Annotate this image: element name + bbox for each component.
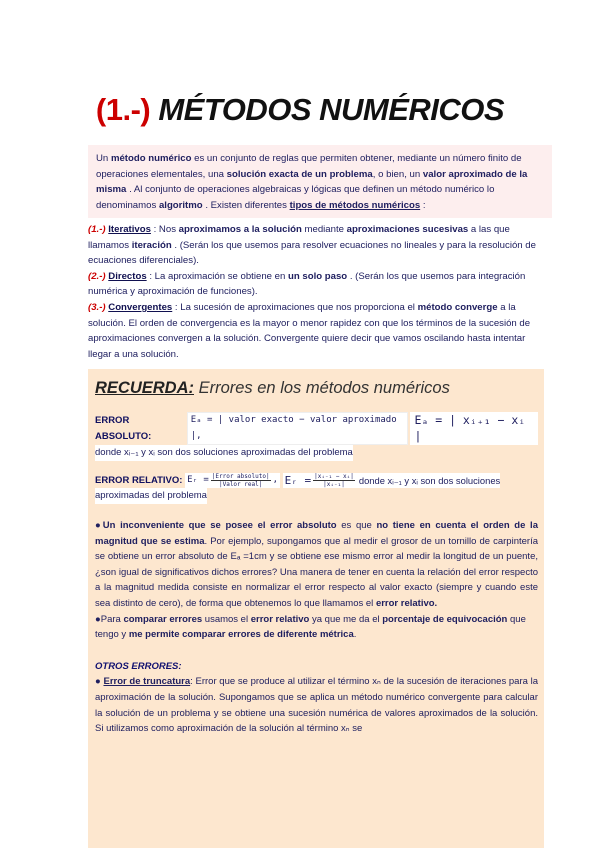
bold-term: solución exacta de un problema bbox=[226, 168, 373, 180]
text: . bbox=[353, 629, 357, 641]
bold-term: error relativo bbox=[250, 613, 310, 625]
types-list bbox=[88, 222, 548, 362]
bold-term: algoritmo bbox=[158, 199, 203, 211]
rel-formula-iter bbox=[283, 473, 359, 489]
text: a la solución. El orden de convergencia es la mayor o menor rapidez con que los términos de la sucesión de aproximaciones convergen a la solución. Convergente quiere decir que vamos oscilando hasta intentar llegar a una solución. bbox=[88, 301, 531, 360]
recuerda-label: RECUERDA: bbox=[95, 379, 194, 397]
bold-term: error relativo. bbox=[375, 597, 438, 609]
title-number: (1.-) bbox=[95, 92, 151, 127]
bold-term: comparar errores bbox=[123, 613, 203, 625]
bold-term: porcentaje de equivocación bbox=[382, 613, 508, 625]
bold-term: no tiene en cuenta el orden de la magnitud que se estima bbox=[95, 519, 538, 547]
text: que tengo y bbox=[95, 613, 526, 641]
text: : Error que se produce al utilizar el término xₙ de la sucesión de iteraciones para la aproximación de la solución. Supongamos que se aplica un método numérico convergente para calcular la solución de un problema y se obtiene una sucesión numérica de valores aproximados de la solución. Si utilizamos como aproximación de la solución al término xₙ se bbox=[95, 676, 538, 735]
error-absoluto-line bbox=[95, 412, 538, 445]
item-term: Iterativos bbox=[108, 224, 151, 235]
error-relativo-label: ERROR RELATIVO: bbox=[95, 474, 183, 486]
item-number: (2.-) bbox=[88, 270, 106, 282]
text: , o bien, un bbox=[372, 168, 423, 180]
text: ya que me da el bbox=[309, 613, 383, 625]
bold-term: Error de truncatura bbox=[103, 676, 191, 688]
error-absoluto-label: ERROR ABSOLUTO: bbox=[95, 415, 152, 442]
bold-term: método converge bbox=[417, 301, 498, 313]
text: es un conjunto de reglas que permiten obtener, mediante un número finito de operaciones elementales, una bbox=[96, 153, 522, 180]
rel-numerator: |Error absoluto| bbox=[211, 473, 270, 481]
text: mediante bbox=[301, 224, 347, 235]
page-title bbox=[0, 92, 600, 128]
intro-paragraph bbox=[88, 145, 552, 218]
bold-term: iteración bbox=[131, 239, 172, 251]
recuerda-subtitle: Errores en los métodos numéricos bbox=[194, 379, 450, 397]
item-term: Directos bbox=[108, 270, 147, 282]
item-term: Convergentes bbox=[108, 301, 173, 313]
error-relativo-line bbox=[95, 473, 538, 489]
bold-term: método numérico bbox=[110, 153, 192, 164]
rel-numerator-iter: |xᵢ₋₁ − xᵢ| bbox=[314, 473, 354, 481]
text: : La aproximación se obtiene en bbox=[146, 270, 288, 282]
title-text: MÉTODOS NUMÉRICOS bbox=[158, 92, 505, 127]
bullet: ● bbox=[95, 676, 104, 688]
item-number: (3.-) bbox=[88, 301, 106, 313]
bold-term: tipos de métodos numéricos bbox=[289, 199, 421, 211]
rel-denominator-iter: |xᵢ₋₁| bbox=[323, 481, 345, 489]
bold-term: me permite comparar errores de diferente métrica bbox=[128, 629, 354, 641]
rel-lhs: Eᵣ = bbox=[187, 474, 209, 485]
text: : La sucesión de aproximaciones que nos proporciona el bbox=[172, 301, 418, 313]
abs-formula: Eₐ = | valor exacto − valor aproximado |, bbox=[187, 412, 408, 445]
abs-note: donde xᵢ₋₁ y xᵢ son dos soluciones aproximadas del problema bbox=[95, 445, 353, 461]
list-item bbox=[88, 222, 548, 269]
text: usamos el bbox=[202, 613, 251, 625]
rel-note: donde xᵢ₋₁ y xᵢ son dos soluciones bbox=[359, 473, 500, 489]
truncatura-paragraph bbox=[95, 674, 538, 736]
rel-note-cont: aproximadas del problema bbox=[95, 488, 207, 504]
text: . (Serán los que usemos para resolver ecuaciones no lineales y para la resolución de ecuaciones diferenciales). bbox=[88, 239, 536, 267]
inconveniente-paragraph bbox=[95, 518, 538, 612]
recuerda-box bbox=[88, 369, 544, 848]
rel-denominator: |Valor real| bbox=[218, 481, 263, 489]
otros-errores-heading: OTROS ERRORES: bbox=[95, 660, 182, 672]
bold-term: valor aproximado de la misma bbox=[96, 168, 528, 196]
text: : Nos bbox=[150, 224, 179, 235]
bold-term: ●Un inconveniente que se posee el error absoluto bbox=[95, 519, 337, 531]
text: . Existen diferentes bbox=[202, 199, 290, 211]
comparar-paragraph bbox=[95, 612, 538, 643]
text: ●Para bbox=[95, 613, 124, 625]
text: a las que llamamos bbox=[88, 224, 510, 251]
bold-term: un solo paso bbox=[288, 270, 348, 282]
bold-term: aproximamos a la solución bbox=[178, 224, 302, 235]
abs-formula-iter: Eₐ = | xᵢ₊₁ − xᵢ | bbox=[410, 412, 538, 445]
text: es que bbox=[336, 519, 377, 531]
text: Un bbox=[96, 153, 111, 164]
item-number: (1.-) bbox=[88, 224, 106, 235]
rel-fraction bbox=[211, 473, 271, 488]
text: . Al conjunto de operaciones algebraicas y lógicas que definen un método numérico lo denominamos bbox=[96, 184, 495, 211]
rel-fraction-iter bbox=[313, 473, 355, 488]
bold-term: aproximaciones sucesivas bbox=[346, 224, 469, 235]
list-item bbox=[88, 269, 548, 300]
recuerda-title bbox=[95, 377, 538, 399]
text: . (Serán los que usemos para integración numérica y aproximación de funciones). bbox=[88, 270, 526, 298]
rel-lhs-iter: Eᵣ = bbox=[284, 473, 312, 487]
list-item bbox=[88, 300, 548, 362]
text: . Por ejemplo, supongamos que al medir el grosor de un tornillo de carpintería se obtiene un error absoluto de Eₐ =1cm y se obtiene ese mismo error al medir la longitud de un puente, ¿son igual de significativos dichos errores? Una manera de tener en cuenta la relación del error respecto a la magnitud medida consiste en normalizar el error respecto al valor exacto (siempre y cuando este sea distinto de cero), de forma que obtenemos lo que llamamos el bbox=[95, 535, 538, 609]
text: : bbox=[420, 199, 426, 211]
rel-formula: Eᵣ = $\frac{\text{|Error absoluto|}}{\text{|Valor real|}}$ , bbox=[187, 473, 278, 489]
